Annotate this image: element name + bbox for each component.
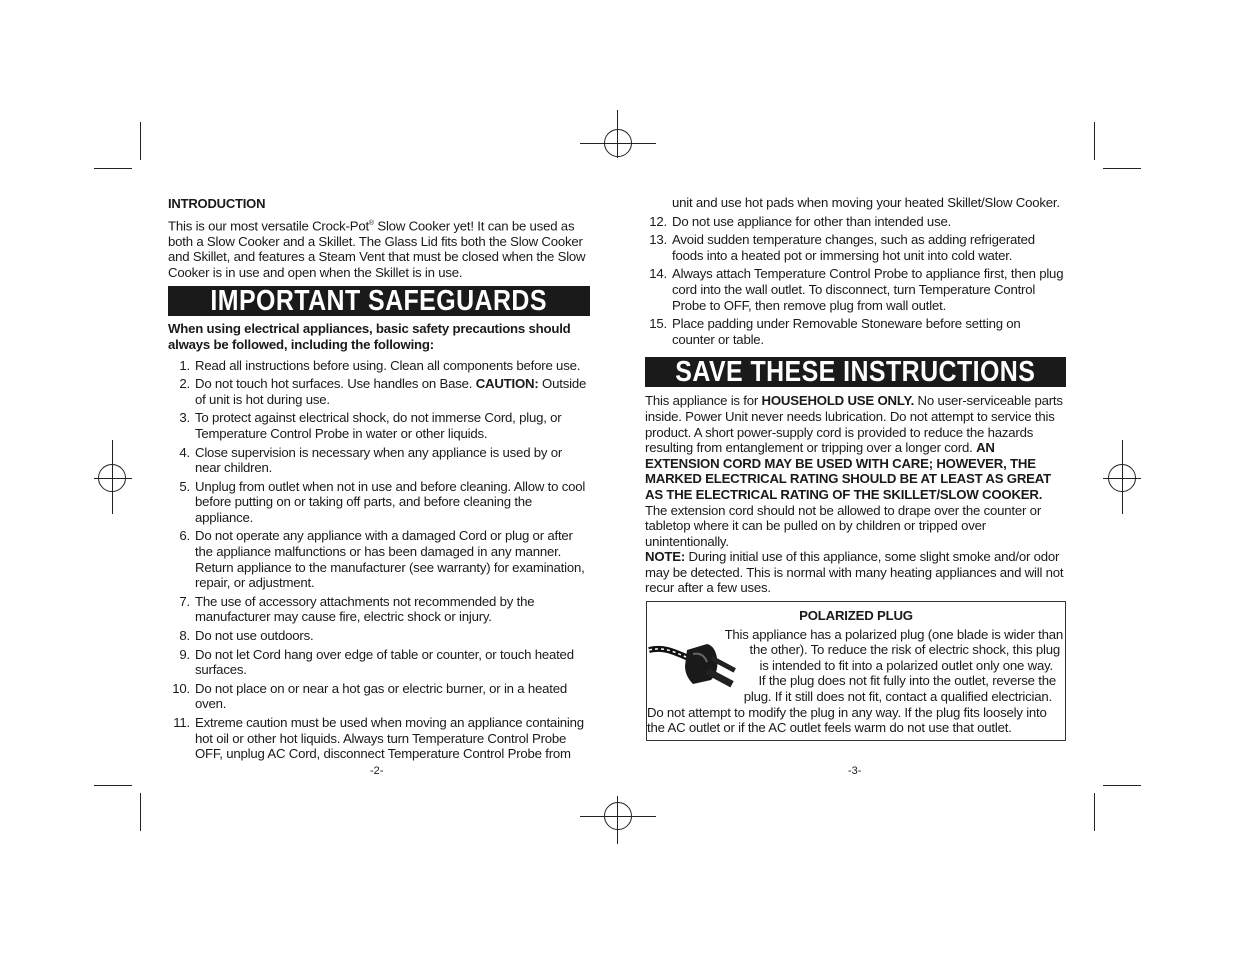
- save-instructions-banner: SAVE THESE INSTRUCTIONS: [645, 357, 1066, 387]
- intro-paragraph: This is our most versatile Crock-Pot® Slow Cooker yet! It can be used as both a Slow Cooker and a Skillet. The Glass Lid fits both the Slow Cooker and Skillet, and features a Steam Vent that must be closed when the Slow Cooker is in use and open when the Skillet is in use.: [168, 217, 586, 280]
- crop-mark: [140, 793, 141, 831]
- important-safeguards-banner: IMPORTANT SAFEGUARDS: [168, 286, 590, 316]
- registration-mark: [1122, 440, 1123, 514]
- caution-label: CAUTION:: [475, 376, 539, 392]
- list-item: 3. To protect against electrical shock, do not immerse Cord, plug, or Temperature Control Probe in water or other liquids.: [179, 410, 562, 441]
- plug-text-tail: Do not attempt to modify the plug in any way. If the plug fits loosely into the AC outlet or if the AC outlet feels warm do not use that outlet.: [647, 704, 1047, 736]
- intro-heading: INTRODUCTION: [168, 196, 266, 211]
- list-item: 14. Always attach Temperature Control Probe to appliance first, then plug cord into the wall outlet. To disconnect, turn Temperature Control Probe to OFF, then remove plug from wall outlet.: [649, 266, 1064, 313]
- continued-item: unit and use hot pads when moving your heated Skillet/Slow Cooker.: [672, 195, 1060, 210]
- list-item: 12. Do not use appliance for other than intended use.: [649, 213, 952, 229]
- registration-mark: [617, 110, 618, 158]
- registration-mark: [580, 816, 656, 817]
- list-item: 11. Extreme caution must be used when moving an appliance containing hot oil or other hot liquids. Always turn Temperature Control Probe OFF, unplug AC Cord, disconnect Temperature Control Probe from: [173, 715, 584, 762]
- page-number-left: -2-: [370, 765, 384, 777]
- plug-text-lines: This appliance has a polarized plug (one blade is wider than the other). To reduce the risk of electric shock, this plug is intended to fit into a polarized outlet only one way. If the plug does not fit fully into the outlet, reverse the plug. If it still does not fit, contact a qualified electrician.: [724, 626, 1063, 704]
- registration-mark: [94, 478, 132, 479]
- safeguards-list: [168, 358, 590, 762]
- page-number-right: -3-: [848, 765, 862, 777]
- polarized-plug-heading: POLARIZED PLUG: [799, 608, 913, 623]
- crop-mark: [1094, 122, 1095, 160]
- polarized-plug-box: [646, 601, 1066, 741]
- right-page: [645, 195, 1066, 596]
- list-item: 9. Do not let Cord hang over edge of table or counter, or touch heated surfaces.: [179, 646, 574, 678]
- crop-mark: [94, 785, 132, 786]
- safeguards-lead: When using electrical appliances, basic safety precautions should always be followed, including the following:: [168, 321, 571, 352]
- list-item: 1. Read all instructions before using. Clean all components before use.: [179, 357, 581, 373]
- registered-mark: ®: [368, 219, 374, 227]
- list-item: 8. Do not use outdoors.: [179, 628, 314, 644]
- registration-mark: [617, 796, 618, 844]
- registration-mark: [112, 440, 113, 514]
- list-item: 4. Close supervision is necessary when any appliance is used by or near children.: [179, 444, 563, 476]
- crop-mark: [94, 168, 132, 169]
- list-item: 7. The use of accessory attachments not recommended by the manufacturer may cause fire, electric shock or injury.: [179, 593, 535, 625]
- list-item: 5. Unplug from outlet when not in use and before cleaning. Allow to cool before putting on or taking off parts, and before cleaning the appliance.: [179, 478, 586, 525]
- crop-mark: [1103, 168, 1141, 169]
- list-item: 10. Do not place on or near a hot gas or electric burner, or in a heated oven.: [172, 680, 568, 712]
- crop-mark: [140, 122, 141, 160]
- list-item: 13. Avoid sudden temperature changes, such as adding refrigerated foods into a heated pot or immersing hot unit into cold water.: [649, 232, 1035, 263]
- list-item: 15. Place padding under Removable Stoneware before setting on counter or table.: [649, 316, 1021, 347]
- extension-cord-warning: AN EXTENSION CORD MAY BE USED WITH CARE; HOWEVER, THE MARKED ELECTRICAL RATING SHOULD BE AT LEAST AS GREAT AS THE ELECTRICAL RATING OF THE SKILLET/SLOW COOKER.: [645, 440, 1051, 502]
- safeguards-list-continued: [645, 214, 1066, 348]
- list-item: 6. Do not operate any appliance with a damaged Cord or plug or after the appliance malfunctions or has been damaged in any manner. Return appliance to the manufacturer (see warranty) for examination, repair, or adjustment.: [179, 528, 585, 591]
- polarized-plug-icon: [647, 628, 747, 694]
- crop-mark: [1094, 793, 1095, 831]
- crop-mark: [1103, 785, 1141, 786]
- registration-mark: [580, 143, 656, 144]
- note-paragraph: NOTE: During initial use of this appliance, some slight smoke and/or odor may be detected. This is normal with many heating appliances and will not recur after a few uses.: [645, 549, 1064, 596]
- list-item: 2. Do not touch hot surfaces. Use handles on Base. CAUTION: Outside of unit is hot during use.: [179, 376, 587, 407]
- household-paragraph: This appliance is for HOUSEHOLD USE ONLY. No user-serviceable parts inside. Power Unit never needs lubrication. Do not attempt to service this product. A short power-supply cord is provided to reduce the hazards resulting from entanglement or tripping over a longer cord. AN EXTENSION CORD MAY BE USED WITH CARE; HOWEVER, THE MARKED ELECTRICAL RATING SHOULD BE AT LEAST AS GREAT AS THE ELECTRICAL RATING OF THE SKILLET/SLOW COOKER. The extension cord should not be allowed to drape over the counter or tabletop where it can be pulled on by children or tripped over unintentionally.: [645, 393, 1063, 549]
- left-page: [168, 196, 590, 765]
